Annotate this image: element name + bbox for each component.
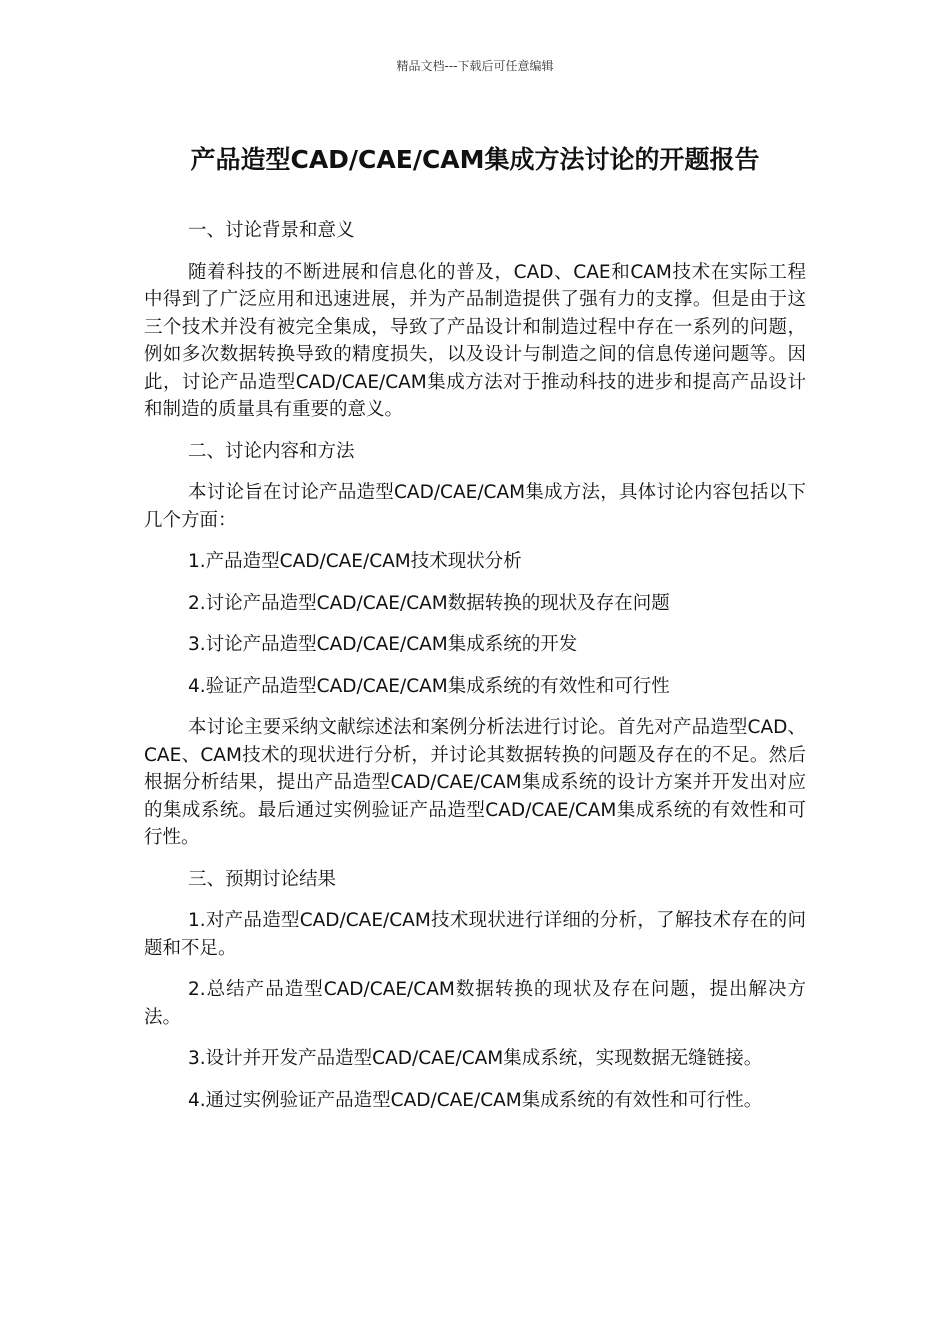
list-item-result-4: 4.通过实例验证产品造型CAD/CAE/CAM集成系统的有效性和可行性。	[188, 1089, 763, 1111]
document-title: 产品造型CAD/CAE/CAM集成方法讨论的开题报告	[190, 145, 760, 174]
header-note: 精品文档---下载后可任意编辑	[396, 59, 554, 73]
paragraph-background: 随着科技的不断进展和信息化的普及，CAD、CAE和CAM技术在实际工程中得到了广泛应用和迅速进展，并为产品制造提供了强有力的支撑。但是由于这三个技术并没有被完全集成，导致了产品设计和制造过程中存在一系列的问题，例如多次数据转换导致的精度损失，以及设计与制造之间的信息传递问题等。因此，讨论产品造型CAD/CAE/CAM集成方法对于推动科技的进步和提高产品设计和制造的质量具有重要的意义。	[144, 261, 806, 420]
list-item-result-3: 3.设计并开发产品造型CAD/CAE/CAM集成系统，实现数据无缝链接。	[188, 1048, 763, 1069]
section-heading-expected-results: 三、预期讨论结果	[188, 868, 337, 890]
list-item-content-2: 2.讨论产品造型CAD/CAE/CAM数据转换的现状及存在问题	[188, 592, 670, 614]
list-item-content-3: 3.讨论产品造型CAD/CAE/CAM集成系统的开发	[188, 634, 578, 655]
section-heading-background: 一、讨论背景和意义	[188, 220, 355, 241]
list-item-result-2: 2.总结产品造型CAD/CAE/CAM数据转换的现状及存在问题，提出解决方法。	[144, 979, 806, 1028]
paragraph-content-intro: 本讨论旨在讨论产品造型CAD/CAE/CAM集成方法，具体讨论内容包括以下几个方面：	[144, 482, 806, 531]
list-item-content-1: 1.产品造型CAD/CAE/CAM技术现状分析	[188, 551, 522, 572]
paragraph-method: 本讨论主要采纳文献综述法和案例分析法进行讨论。首先对产品造型CAD、CAE、CAM技术的现状进行分析，并讨论其数据转换的问题及存在的不足。然后根据分析结果，提出产品造型CAD/CAE/CAM集成系统的设计方案并开发出对应的集成系统。最后通过实例验证产品造型CAD/CAE/CAM集成系统的有效性和可行性。	[144, 717, 806, 848]
section-heading-content-method: 二、讨论内容和方法	[188, 440, 355, 462]
document-body	[144, 217, 806, 1128]
list-item-result-1: 1.对产品造型CAD/CAE/CAM技术现状进行详细的分析，了解技术存在的问题和不足。	[144, 910, 806, 959]
list-item-content-4: 4.验证产品造型CAD/CAE/CAM集成系统的有效性和可行性	[188, 675, 670, 697]
